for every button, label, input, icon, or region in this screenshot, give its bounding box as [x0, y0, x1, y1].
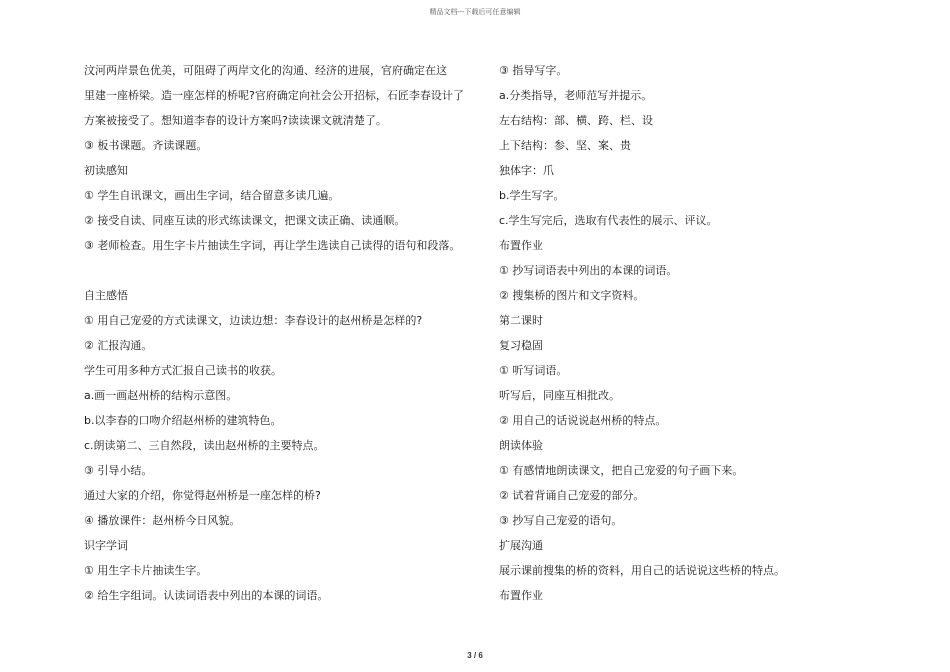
text-line: a.分类指导，老师范写并提示。 [499, 89, 653, 102]
page-header: 精品文档---下载后可任意编辑 [429, 8, 521, 16]
text-line: ① 抄写词语表中列出的本课的词语。 [499, 264, 678, 277]
text-line: ③ 抄写自己宠爱的语句。 [499, 514, 623, 527]
section-heading: 初读感知 [84, 164, 128, 177]
text-line: 左右结构：部、横、跨、栏、设 [499, 114, 653, 127]
text-line: 里建一座桥梁。造一座怎样的桥呢?官府确定向社会公开招标，石匠李春设计了 [84, 89, 464, 102]
text-line: 上下结构：参、坚、案、贵 [499, 139, 631, 152]
text-line: ① 听写词语。 [499, 364, 568, 377]
text-line: ② 接受自读、同座互读的形式练读课文，把课文读正确、读通顺。 [84, 214, 406, 227]
page-number: 3 / 6 [467, 651, 483, 660]
text-line: ① 学生自讯课文，画出生字词，结合留意多读几遍。 [84, 189, 340, 202]
section-heading: 布置作业 [499, 239, 543, 252]
text-line: ② 用自己的话说说赵州桥的特点。 [499, 414, 667, 427]
section-heading: 第二课时 [499, 314, 543, 327]
text-line: ② 搜集桥的图片和文字资料。 [499, 289, 645, 302]
text-line: 听写后，同座互相批改。 [499, 389, 620, 402]
text-line: c.学生写完后，选取有代表性的展示、评议。 [499, 214, 718, 227]
section-heading: 复习稳固 [499, 339, 543, 352]
section-heading: 扩展沟通 [499, 539, 543, 552]
text-line: ② 试着背诵自己宠爱的部分。 [499, 489, 645, 502]
text-line: ② 给生字组词。认读词语表中列出的本课的词语。 [84, 589, 329, 602]
text-line: 学生可用多种方式汇报自己读书的收获。 [84, 364, 282, 377]
text-line: ④ 播放课件：赵州桥今日风貌。 [84, 514, 241, 527]
section-heading: 布置作业 [499, 589, 543, 602]
text-line: b.学生写字。 [499, 189, 565, 202]
text-line: ① 用生字卡片抽读生字。 [84, 564, 208, 577]
text-line: 展示课前搜集的桥的资料，用自己的话说说这些桥的特点。 [499, 564, 785, 577]
text-line: 独体字：爪 [499, 164, 554, 177]
section-heading: 识字学词 [84, 539, 128, 552]
text-line: ③ 指导写字。 [499, 64, 568, 77]
text-line: b.以李春的口吻介绍赵州桥的建筑特色。 [84, 414, 282, 427]
text-line: 汶河两岸景色优美，可阻碍了两岸文化的沟通、经济的进展，官府确定在这 [84, 64, 447, 77]
text-line: 通过大家的介绍，你觉得赵州桥是一座怎样的桥? [84, 489, 321, 502]
text-line: ① 用自己宠爱的方式读课文，边读边想：李春设计的赵州桥是怎样的? [84, 314, 423, 327]
text-line: ③ 引导小结。 [84, 464, 153, 477]
section-heading: 自主感悟 [84, 289, 128, 302]
text-line: ① 有感情地朗读课文，把自己宠爱的句子画下来。 [499, 464, 744, 477]
text-line: ③ 板书课题。齐读课题。 [84, 139, 208, 152]
text-line: ③ 老师检查。用生字卡片抽读生字词，再让学生选读自己读得的语句和段落。 [84, 239, 461, 252]
text-line: c.朗读第二、三自然段，读出赵州桥的主要特点。 [84, 439, 325, 452]
text-line: a.画一画赵州桥的结构示意图。 [84, 389, 238, 402]
text-line: 方案被接受了。想知道李春的设计方案吗?读读课文就清楚了。 [84, 114, 387, 127]
text-line: ② 汇报沟通。 [84, 339, 153, 352]
section-heading: 朗读体验 [499, 439, 543, 452]
